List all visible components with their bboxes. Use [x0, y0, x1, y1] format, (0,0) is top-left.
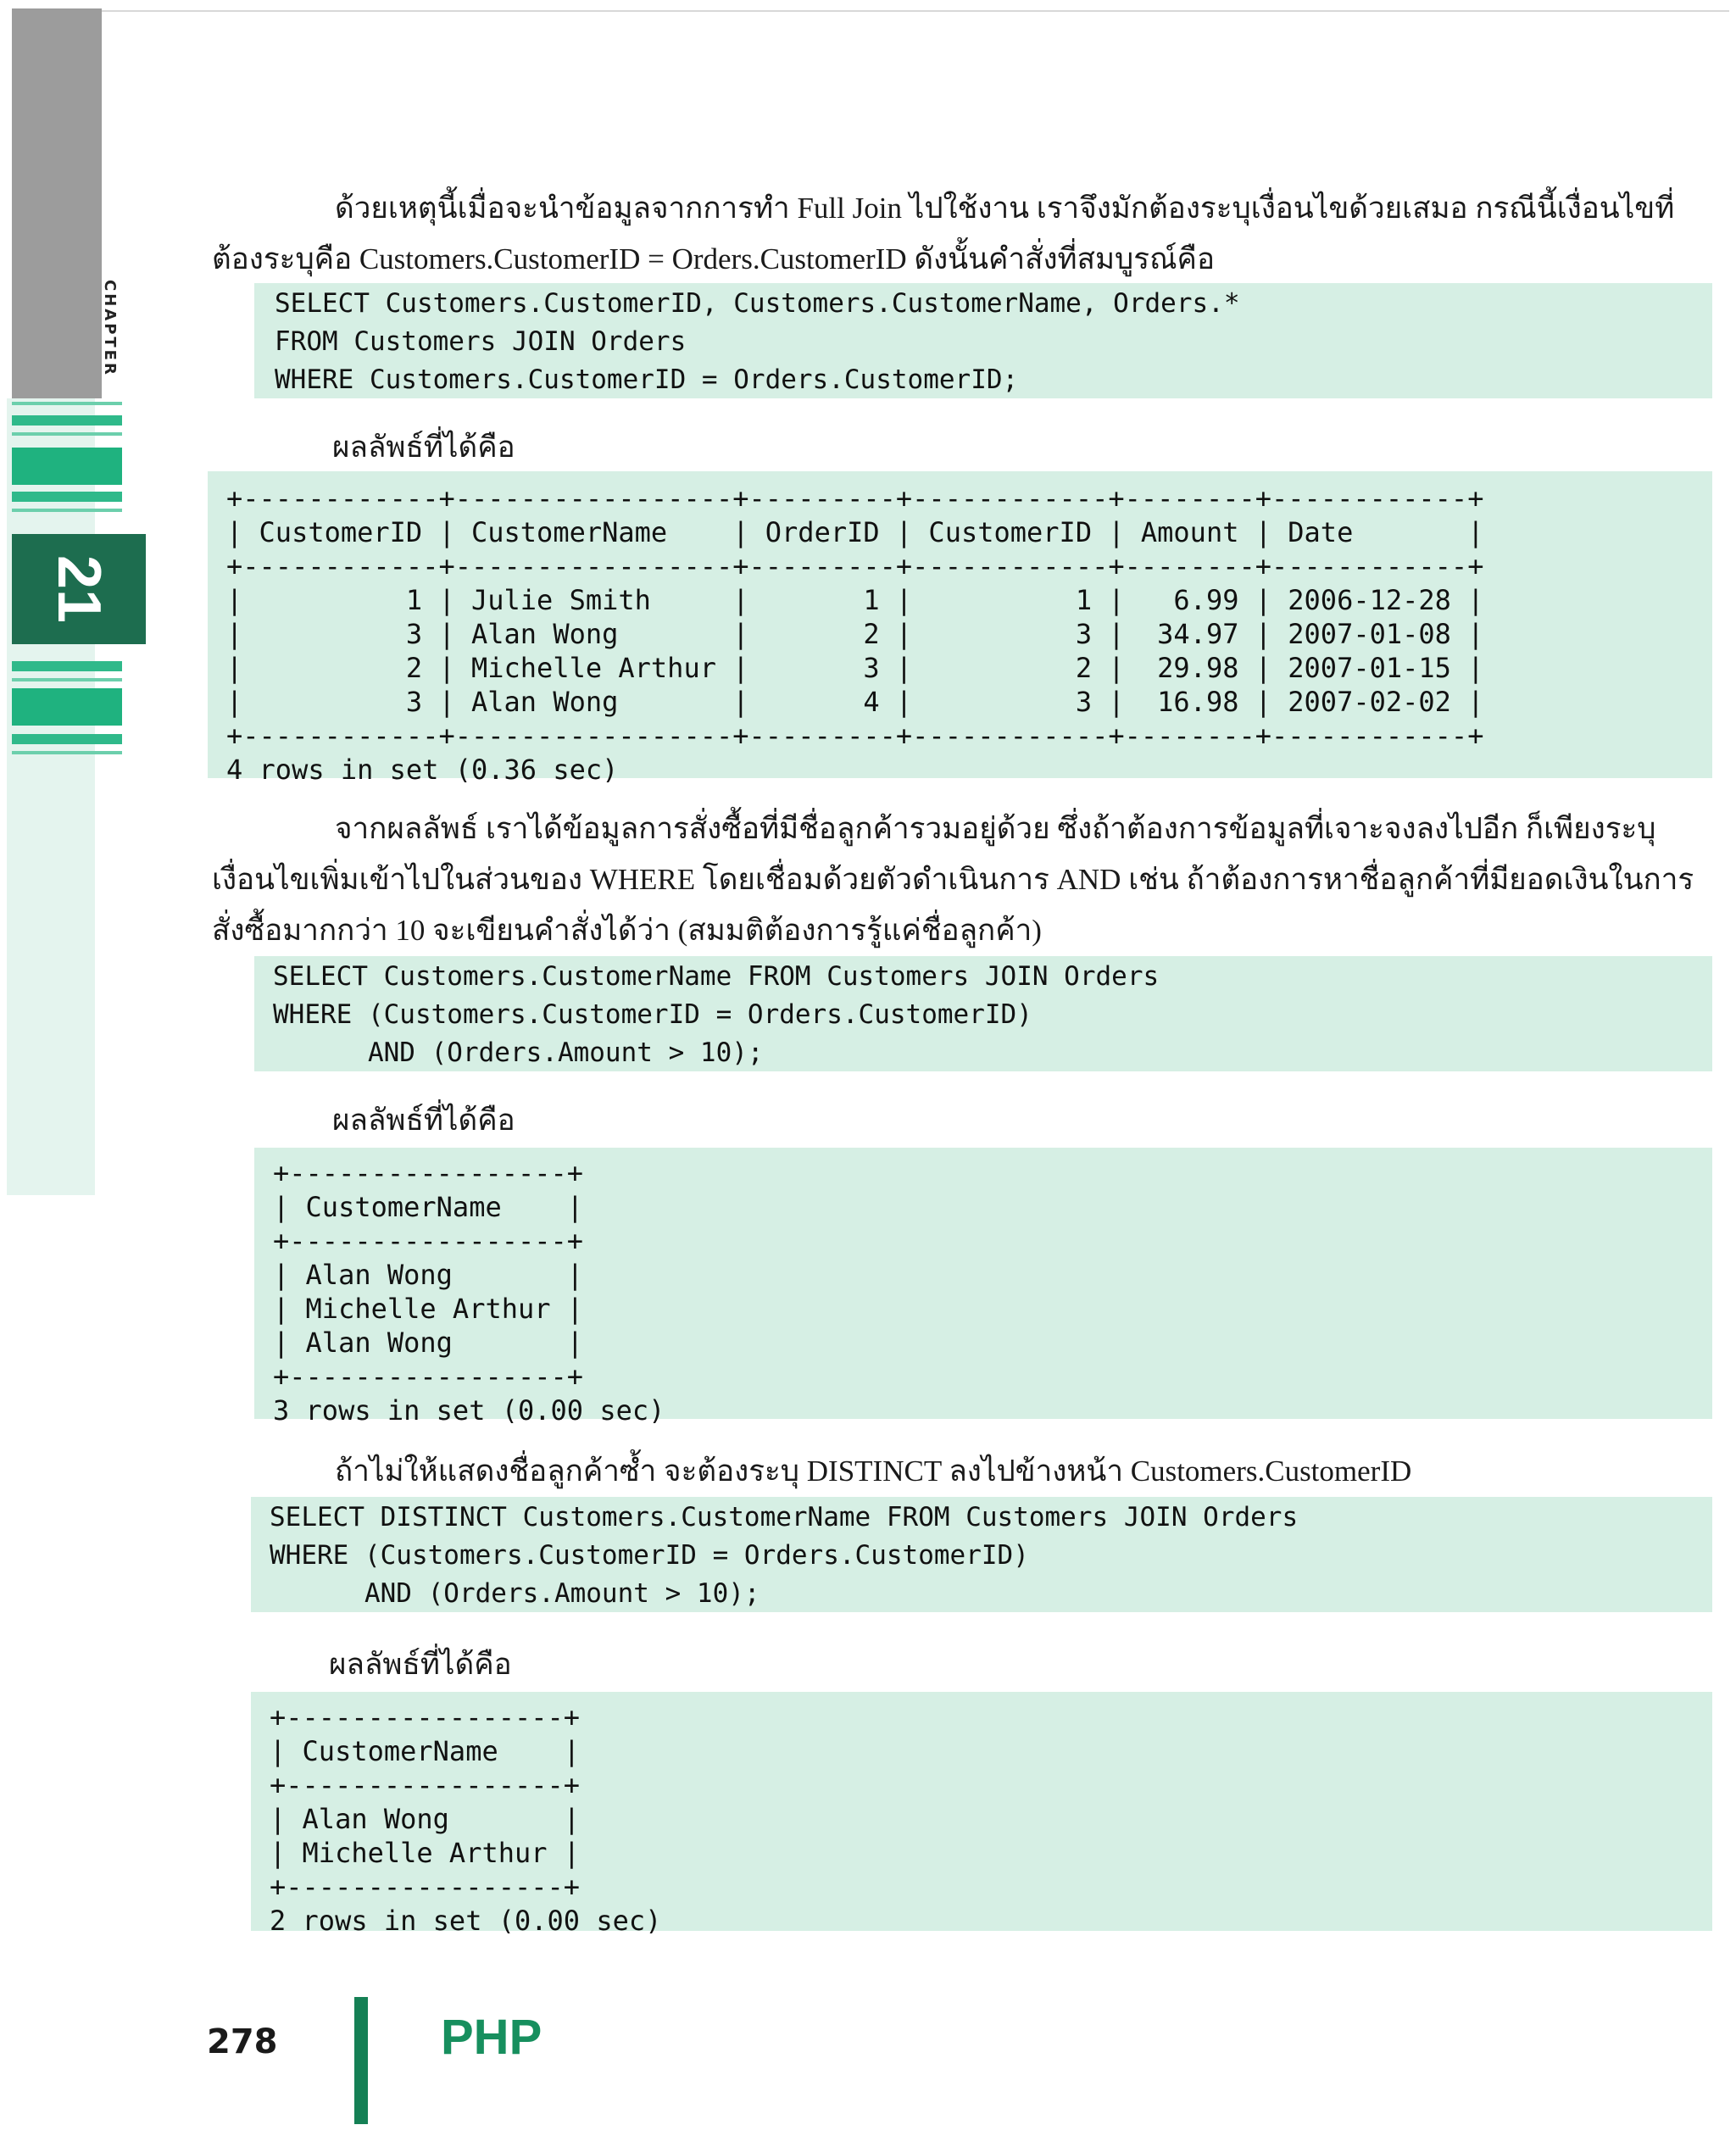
chapter-box	[12, 534, 146, 644]
book-title: PHP	[441, 2010, 542, 2065]
result-table-names: +-----------------+ | CustomerName | +-----------------+ | Alan Wong | | Michelle Arthur | | Alan Wong | +-----------------+ 3 rows in set (0.00 sec)	[254, 1148, 1712, 1419]
side-stripe	[12, 509, 122, 512]
side-stripe	[12, 492, 122, 502]
side-stripe	[12, 678, 122, 681]
side-stripe	[12, 734, 122, 744]
code-block-select-join: SELECT Customers.CustomerID, Customers.CustomerName, Orders.* FROM Customers JOIN Orders WHERE Customers.CustomerID = Orders.CustomerID;	[254, 283, 1712, 398]
paragraph-distinct: ถ้าไม่ให้แสดงชื่อลูกค้าซ้ำ จะต้องระบุ DISTINCT ลงไปข้างหน้า Customers.CustomerID	[335, 1455, 1412, 1488]
side-stripe	[12, 402, 122, 405]
chapter-label: CHAPTER	[101, 280, 119, 377]
side-stripe	[12, 661, 122, 671]
side-stripe	[12, 432, 122, 436]
side-stripe	[12, 448, 122, 485]
result-label: ผลลัพธ์ที่ได้คือ	[329, 1648, 512, 1681]
result-table-full: +------------+-----------------+---------+------------+--------+------------+ | CustomerID | CustomerName | OrderID | CustomerID | Amount | Date | +------------+-----------------+---------+------------+--------+------------+ | 1 | Julie Smith | 1 | 1 | 6.99 | 2006-12-28 | | 3 | Alan Wong | 2 | 3 | 34.97 | 2007-01-08 | | 2 | Michelle Arthur | 3 | 2 | 29.98 | 2007-01-15 | | 3 | Alan Wong | 4 | 3 | 16.98 | 2007-02-02 | +------------+-----------------+---------+------------+--------+------------+ 4 rows in set (0.36 sec)	[208, 471, 1712, 778]
paragraph-intro: ด้วยเหตุนี้เมื่อจะนำข้อมูลจากการทำ Full Join ไปใช้งาน เราจึงมักต้องระบุเงื่อนไขด้วยเสมอ กรณีนี้เงื่อนไขที่ต้องระบุคือ Customers.CustomerID = Orders.CustomerID ดังนั้นคำสั่งที่สมบูรณ์คือ	[212, 192, 1675, 275]
side-stripe	[12, 415, 122, 426]
side-stripe	[12, 751, 122, 754]
side-strip-gray	[12, 8, 102, 398]
side-stripe	[12, 688, 122, 726]
page-number: 278	[207, 2022, 278, 2061]
code-block-select-amount: SELECT Customers.CustomerName FROM Customers JOIN Orders WHERE (Customers.CustomerID = Orders.CustomerID) AND (Orders.Amount > 10);	[254, 956, 1712, 1071]
result-label: ผลลัพธ์ที่ได้คือ	[332, 431, 515, 464]
top-rule	[93, 10, 1729, 12]
chapter-number: 21	[45, 554, 113, 624]
code-block-select-distinct: SELECT DISTINCT Customers.CustomerName FROM Customers JOIN Orders WHERE (Customers.CustomerID = Orders.CustomerID) AND (Orders.Amount > 10);	[251, 1497, 1712, 1612]
result-label: ผลลัพธ์ที่ได้คือ	[332, 1104, 515, 1137]
result-table-distinct: +-----------------+ | CustomerName | +-----------------+ | Alan Wong | | Michelle Arthur | +-----------------+ 2 rows in set (0.00 sec)	[251, 1692, 1712, 1931]
footer-divider	[354, 1997, 368, 2124]
side-strip-lower	[7, 398, 95, 1195]
paragraph-where-and: จากผลลัพธ์ เราได้ข้อมูลการสั่งซื้อที่มีชื่อลูกค้ารวมอยู่ด้วย ซึ่งถ้าต้องการข้อมูลที่เจาะจงลงไปอีก ก็เพียงระบุเงื่อนไขเพิ่มเข้าไปในส่วนของ WHERE โดยเชื่อมด้วยตัวดำเนินการ AND เช่น ถ้าต้องการหาชื่อลูกค้าที่มียอดเงินในการสั่งซื้อมากกว่า 10 จะเขียนคำสั่งได้ว่า (สมมติต้องการรู้แค่ชื่อลูกค้า)	[212, 812, 1694, 947]
